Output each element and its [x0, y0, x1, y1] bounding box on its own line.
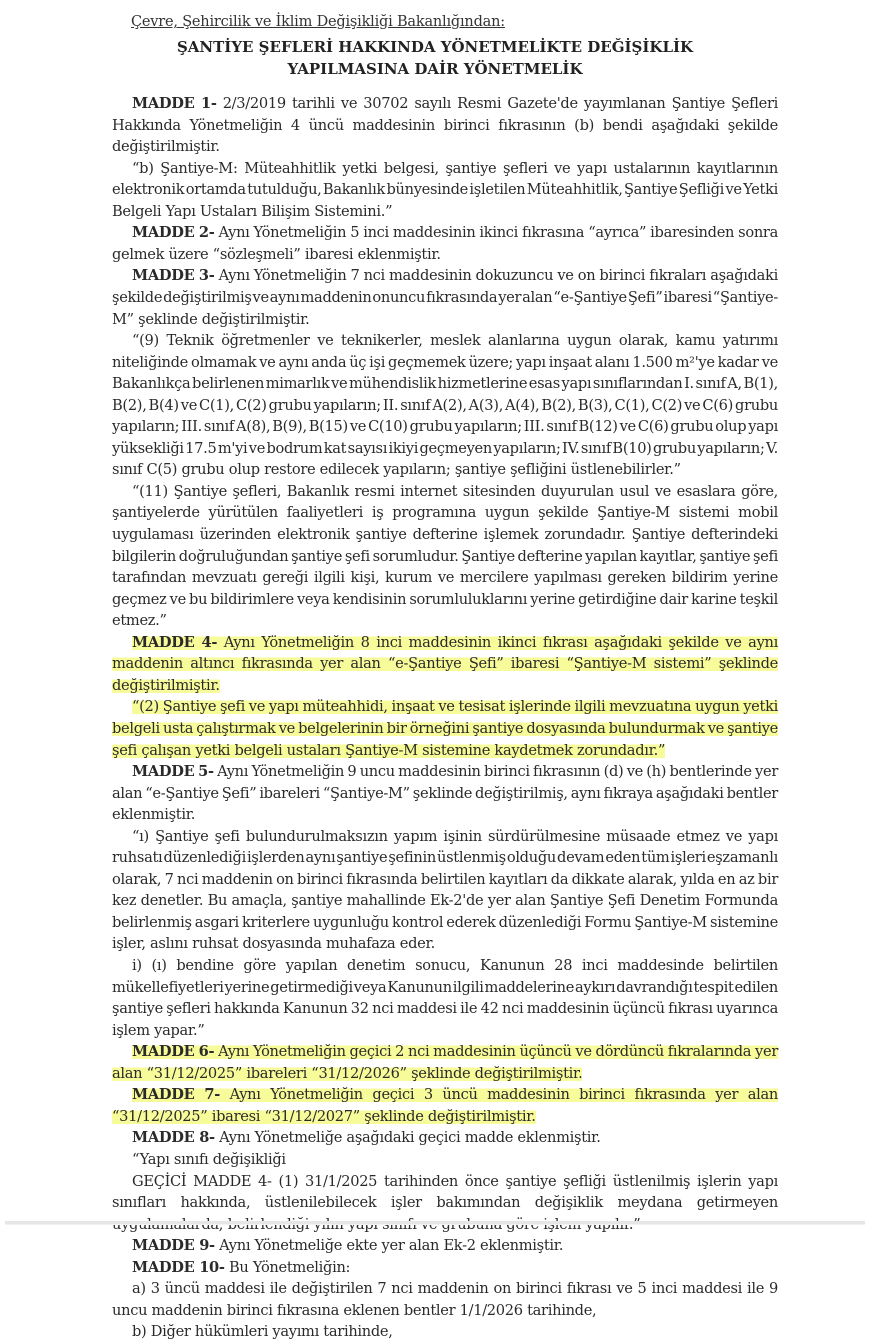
- text-line: elektronik ortamda tutulduğu, Bakanlık bünyesinde işletilen Müteahhitlik, Şantiye Şefliği ve Yetki: [112, 181, 778, 199]
- text-line: belirlenmiş asgari kriterlere uygunluğu kontrol ederek düzenlediği Formu Şantiye-M sistemine: [112, 913, 778, 931]
- text-line: a) 3 üncü maddesi ile değiştirilen 7 nci maddenin on birinci fıkrası ve 5 inci maddesi ile 9: [132, 1280, 778, 1298]
- text-line: mükellefiyetleri yerine getirmediği veya Kanunun ilgili maddelerine aykırı davrandığı tespit edilen: [112, 978, 778, 996]
- highlighted-text-line: değiştirilmiştir.: [112, 676, 220, 694]
- text-line: sınıf C(5) grubu olup restore edilecek yapıların; şantiye şefliğini üstlenebilirler.”: [112, 461, 681, 479]
- text-line: olarak, 7 nci maddenin on birinci fıkrasında belirtilen kayıtları da dikkate alarak, yılda en az bir: [112, 870, 778, 888]
- text-line: uygulaması üzerinden elektronik şantiye defterine işlemek zorundadır. Şantiye defterindeki: [112, 526, 778, 543]
- text-line: alan “e-Şantiye Şefi” ibareleri “Şantiye-M” şeklinde değiştirilmiş, aynı fıkraya aşağıdaki bentler: [112, 784, 778, 802]
- text-line: Hakkında Yönetmeliğin 4 üncü maddesinin birinci fıkrasının (b) bendi aşağıdaki şekilde: [112, 116, 778, 134]
- text-line: “(11) Şantiye şefleri, Bakanlık resmi internet sitesinden duyurulan usul ve esaslara göre,: [132, 482, 778, 500]
- article-number: MADDE 5-: [132, 763, 214, 781]
- highlighted-text-line: şefi çalışan yetki belgeli ustaları Şantiye-M sistemine kaydetmek zorundadır.”: [112, 741, 666, 759]
- article-number: MADDE 3-: [132, 267, 215, 285]
- ministry-heading: Çevre, Şehircilik ve İklim Değişikliği Bakanlığından:: [131, 14, 505, 30]
- text-line: MADDE 3- Aynı Yönetmeliğin 7 nci maddesinin dokuzuncu ve on birinci fıkraları aşağıdaki: [132, 267, 778, 285]
- text-line: B(2), B(4) ve C(1), C(2) grubu yapıların; II. sınıf A(2), A(3), A(4), B(2), B(3), C(1), C(2) ve C(6) grubu: [112, 396, 778, 414]
- text-line: yüksekliği 17.5 m'yi ve bodrum kat sayısı ikiyi geçmeyen yapıların; IV. sınıf B(10) grubu yapıların; V.: [112, 439, 778, 457]
- page-bottom-shadow: [5, 1224, 865, 1225]
- text-line: MADDE 9- Aynı Yönetmeliğe ekte yer alan Ek-2 eklenmiştir.: [132, 1237, 564, 1255]
- article-number: MADDE 8-: [132, 1129, 215, 1147]
- text-line: bilgilerin doğruluğundan şantiye şefi sorumludur. Şantiye defterine yapılan kayıtlar, şantiye şefi: [112, 547, 778, 565]
- text-line: ruhsatı düzenlediği işlerden aynı şantiye şefinin üstlenmiş olduğu devam eden tüm işleri eşzamanlı: [112, 849, 778, 867]
- text-line: M” şeklinde değiştirilmiştir.: [112, 310, 310, 328]
- text-line: MADDE 2- Aynı Yönetmeliğin 5 inci maddesinin ikinci fıkrasına “ayrıca” ibaresinden sonra: [132, 224, 778, 242]
- text-line: işlem yapar.”: [112, 1021, 205, 1039]
- highlighted-text-line: MADDE 4- Aynı Yönetmeliğin 8 inci maddesinin ikinci fıkrası aşağıdaki şekilde ve aynı: [132, 633, 778, 651]
- text-line: b) Diğer hükümleri yayımı tarihinde,: [132, 1323, 393, 1341]
- text-line: kez denetler. Bu amaçla, şantiye mahallinde Ek-2'de yer alan Şantiye Şefi Denetim Formunda: [112, 892, 778, 910]
- highlighted-text-line: belgeli usta çalıştırmak ve belgelerinin bir örneğini şantiye dosyasında bulundurmak ve şantiye: [112, 719, 778, 737]
- regulation-title-line-1: ŞANTİYE ŞEFLERİ HAKKINDA YÖNETMELİKTE DEĞİŞİKLİK: [176, 38, 694, 56]
- text-line: MADDE 5- Aynı Yönetmeliğin 9 uncu maddesinin birinci fıkrasının (d) ve (h) bentlerinde yer: [132, 763, 778, 781]
- article-number: MADDE 6-: [132, 1043, 215, 1061]
- text-line: şantiyelerde yürütülen faaliyetleri iş programına uygun şekilde Şantiye-M sistemi mobil: [112, 504, 778, 522]
- article-number: MADDE 4-: [132, 633, 218, 651]
- article-number: MADDE 7-: [132, 1086, 221, 1104]
- text-line: sınıfları hakkında, üstlenilebilecek işler bakımından değişiklik meydana getirmeyen: [112, 1194, 778, 1212]
- highlighted-text-line: “31/12/2025” ibaresi “31/12/2027” şeklinde değiştirilmiştir.: [112, 1107, 536, 1125]
- text-line: Belgeli Yapı Ustaları Bilişim Sistemini.”: [112, 202, 393, 220]
- text-line: niteliğinde olmamak ve aynı anda üç işi geçmemek üzere; yapı inşaat alanı 1.500 m²'ye kadar ve: [112, 353, 778, 371]
- text-line: “(9) Teknik öğretmenler ve teknikerler, meslek alanlarına uygun olarak, kamu yatırımı: [132, 332, 778, 350]
- text-line: geçmez ve bu bildirimlere veya kendisinin sorumluluklarını yerine getirdiğine dair karine teşkil: [112, 590, 778, 608]
- text-line: uncu maddenin birinci fıkrasına eklenen bentler 1/1/2026 tarihinde,: [112, 1301, 597, 1319]
- highlighted-text-line: MADDE 6- Aynı Yönetmeliğin geçici 2 nci maddesinin üçüncü ve dördüncü fıkralarında yer: [132, 1043, 778, 1061]
- article-number: MADDE 10-: [132, 1258, 225, 1276]
- highlighted-text-line: alan “31/12/2025” ibareleri “31/12/2026” şeklinde değiştirilmiştir.: [112, 1064, 583, 1082]
- text-line: “ı) Şantiye şefi bulundurulmaksızın yapım işinin sürdürülmesine müsaade etmez ve yapı: [132, 827, 778, 845]
- article-number: MADDE 1-: [132, 95, 217, 112]
- highlighted-text-line: MADDE 7- Aynı Yönetmeliğin geçici 3 üncü maddesinin birinci fıkrasında yer alan: [132, 1086, 778, 1104]
- text-line: MADDE 10- Bu Yönetmeliğin:: [132, 1258, 351, 1276]
- text-line: tarafından mevzuatı gereği ilgili kişi, kurum ve mercilere yapılması gereken bildirim yerine: [112, 569, 778, 587]
- highlighted-text-line: “(2) Şantiye şefi ve yapı müteahhidi, inşaat ve tesisat işlerinde ilgili mevzuatına uygun yetki: [132, 698, 778, 716]
- text-line: GEÇİCİ MADDE 4- (1) 31/1/2025 tarihinden önce şantiye şefliği üstlenilmiş işlerin yapı: [132, 1172, 778, 1190]
- text-line: şantiye şefleri hakkında Kanunun 32 nci maddesi ile 42 nci maddesinin üçüncü fıkrası uyarınca: [112, 1000, 778, 1018]
- text-line: MADDE 8- Aynı Yönetmeliğe aşağıdaki geçici madde eklenmiştir.: [132, 1129, 601, 1147]
- article-number: MADDE 2-: [132, 224, 215, 242]
- text-line: eklenmiştir.: [112, 806, 196, 824]
- text-line: etmez.”: [112, 612, 167, 630]
- text-line: Bakanlıkça belirlenen mimarlık ve mühendislik hizmetlerine esas yapı sınıflarından I. sınıf A, B(1),: [112, 375, 778, 393]
- text-line: değiştirilmiştir.: [112, 138, 220, 156]
- text-line: MADDE 1- 2/3/2019 tarihli ve 30702 sayılı Resmi Gazete'de yayımlanan Şantiye Şefleri: [132, 95, 778, 112]
- text-line: işler, aslını ruhsat dosyasında muhafaza eder.: [112, 935, 435, 953]
- text-line: gelmek üzere “sözleşmeli” ibaresi eklenmiştir.: [112, 245, 441, 263]
- text-line: yapıların; III. sınıf A(8), B(9), B(15) ve C(10) grubu yapıların; III. sınıf B(12) ve C(6) grubu olup yapı: [112, 418, 778, 436]
- text-line: i) (ı) bendine göre yapılan denetim sonucu, Kanunun 28 inci maddesinde belirtilen: [132, 957, 778, 974]
- highlighted-text-line: maddenin altıncı fıkrasında yer alan “e-Şantiye Şefi” ibaresi “Şantiye-M sistemi” şeklinde: [112, 655, 778, 673]
- article-number: MADDE 9-: [132, 1237, 215, 1255]
- regulation-title-line-2: YAPILMASINA DAİR YÖNETMELİK: [287, 60, 583, 78]
- text-line: şekilde değiştirilmiş ve aynı maddenin onuncu fıkrasında yer alan “e-Şantiye Şefi” ibaresi “Şantiye-: [112, 288, 778, 306]
- text-line: “Yapı sınıfı değişikliği: [132, 1150, 286, 1168]
- text-line: “b) Şantiye-M: Müteahhitlik yetki belgesi, şantiye şefleri ve yapı ustalarının kayıtlarının: [132, 159, 778, 177]
